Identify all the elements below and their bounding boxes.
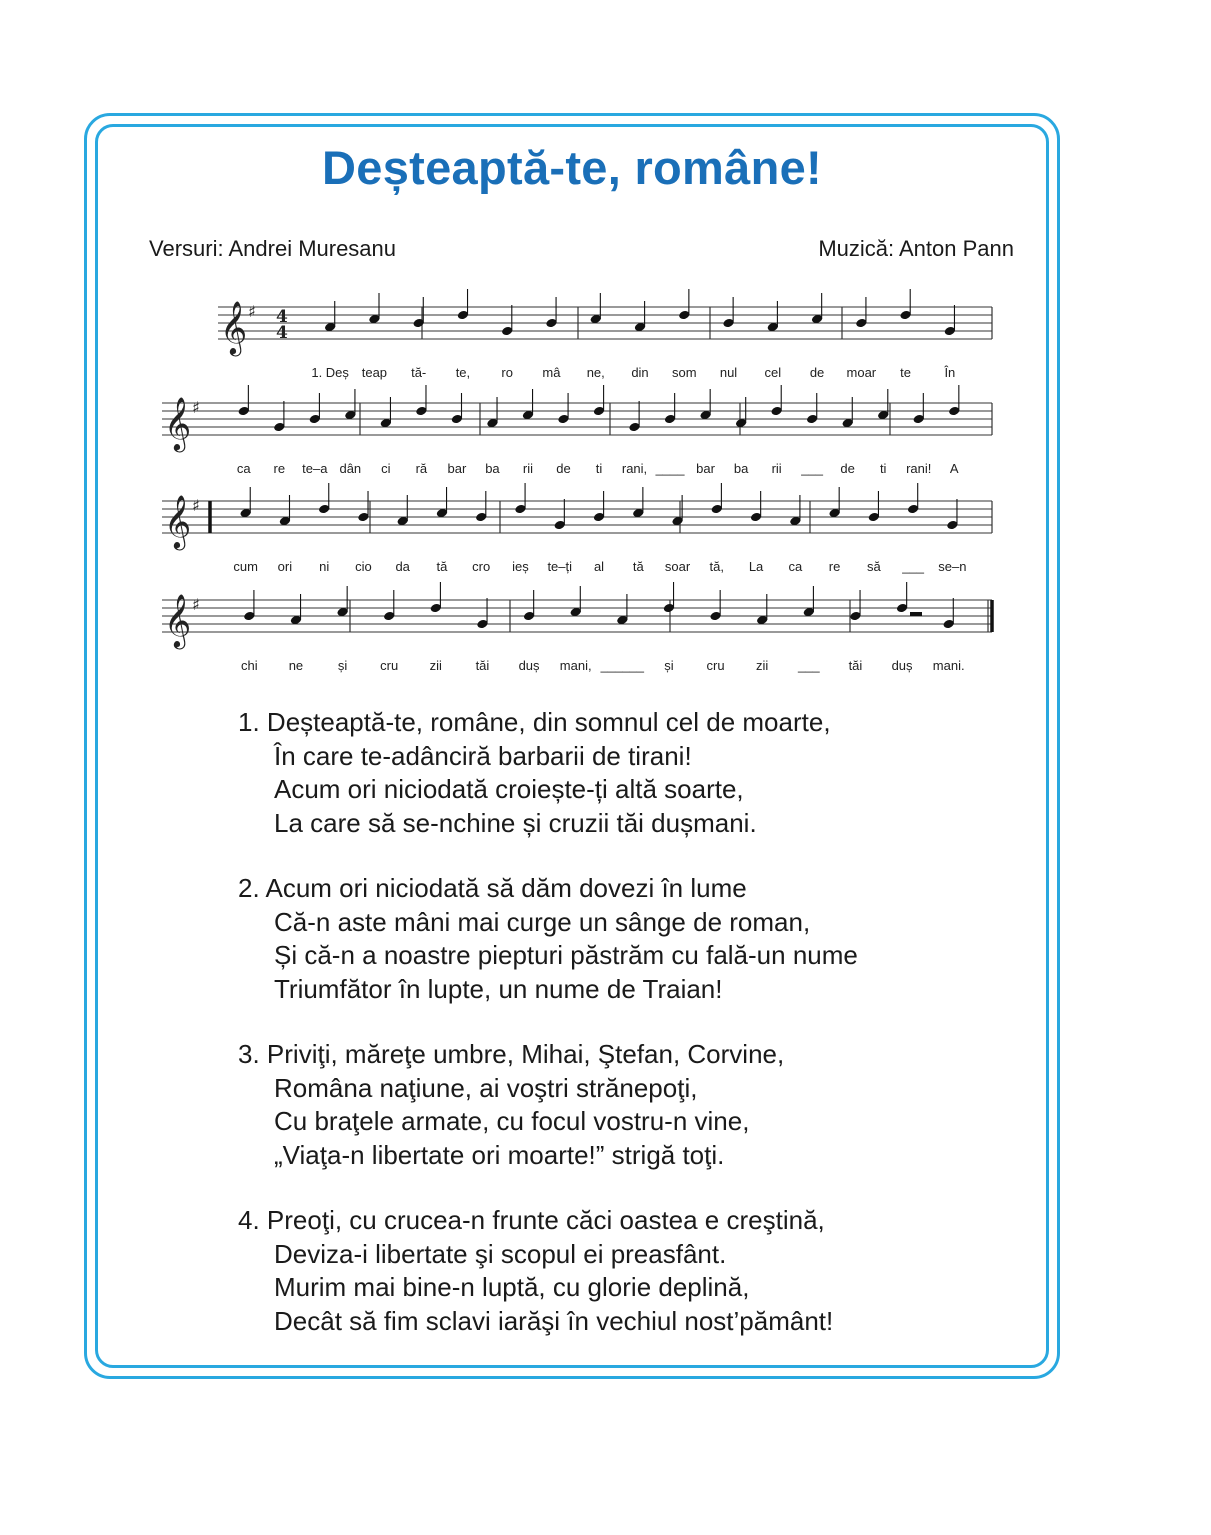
syllable: ba xyxy=(485,461,500,476)
syllable: tă xyxy=(632,559,644,574)
syllable: te–ți xyxy=(547,559,573,574)
syllable: tă- xyxy=(411,365,427,380)
syllable: ba xyxy=(733,461,749,476)
lyrics-block xyxy=(238,706,858,1370)
syllable: În xyxy=(944,365,956,380)
syllable: teap xyxy=(361,365,388,380)
syllable: rii xyxy=(771,461,782,476)
whole-rest xyxy=(910,612,922,616)
stanza-number: 1. xyxy=(238,707,260,737)
syllable: rii xyxy=(522,461,534,476)
syllable: ____ xyxy=(655,461,685,476)
syllable: rani! xyxy=(906,461,932,476)
treble-clef-icon: 𝄞 xyxy=(220,300,248,354)
syllable: re xyxy=(273,461,286,476)
music-score xyxy=(150,285,1000,695)
syllable: rani, xyxy=(621,461,648,476)
syllable: ___ xyxy=(902,559,924,574)
syllable: ______ xyxy=(600,658,645,673)
syllable: ieș xyxy=(512,559,529,574)
lyric-line: Acum ori niciodată să dăm dovezi în lume xyxy=(265,873,747,903)
lyric-line: Deviza-i libertate şi scopul ei preasfânt. xyxy=(274,1238,727,1269)
syllable: mâ xyxy=(542,365,561,380)
lyric-line: Decât să fim sclavi iarăşi în vechiul nost’pământ! xyxy=(274,1305,834,1336)
lyric-line: Preoţi, cu crucea-n frunte căci oastea e creştină, xyxy=(266,1205,825,1235)
syllable: ca xyxy=(788,559,803,574)
stanza-3 xyxy=(238,1038,858,1172)
stanza-number: 3. xyxy=(238,1039,260,1069)
lyric-line: Româna naţiune, ai voştri strănepoţi, xyxy=(274,1072,698,1103)
syllable: cru xyxy=(380,658,399,673)
lyric-line: La care să se-nchine și cruzii tăi dușmani. xyxy=(274,807,757,838)
time-signature-top: 4 xyxy=(276,307,288,327)
lyric-line: Deșteaptă-te, române, din somnul cel de moarte, xyxy=(266,707,831,737)
syllable: dân xyxy=(339,461,362,476)
syllable: cru xyxy=(706,658,725,673)
syllable: chi xyxy=(241,658,258,673)
syllable: de xyxy=(556,461,571,476)
lyric-line: Că-n aste mâni mai curge un sânge de roman, xyxy=(274,906,811,937)
sharp-icon: ♯ xyxy=(192,398,200,417)
syllable: mani. xyxy=(932,658,965,673)
syllable: A xyxy=(949,461,959,476)
syllable: cel xyxy=(764,365,782,380)
song-title: Deșteaptă-te, române! xyxy=(322,141,822,194)
syllable: tă, xyxy=(709,559,725,574)
stanza-1 xyxy=(238,706,858,840)
syllable: som xyxy=(671,365,697,380)
syllable: se–n xyxy=(938,559,967,574)
syllable: re xyxy=(828,559,841,574)
lyric-line: „Viaţa-n libertate ori moarte!” strigă toţi. xyxy=(274,1139,725,1170)
syllable: ti xyxy=(595,461,603,476)
syllable: tăi xyxy=(475,658,490,673)
lyric-line: Priviţi, măreţe umbre, Mihai, Ştefan, Corvine, xyxy=(266,1039,785,1069)
treble-clef-icon: 𝄞 xyxy=(164,593,192,647)
syllable: ci xyxy=(381,461,391,476)
syllable: cum xyxy=(233,559,258,574)
stanza-number: 2. xyxy=(238,873,260,903)
syllable: nul xyxy=(719,365,738,380)
sharp-icon: ♯ xyxy=(192,496,200,515)
syllable: al xyxy=(593,559,605,574)
syllable: ni xyxy=(319,559,330,574)
stanza-2 xyxy=(238,872,858,1006)
syllable: duș xyxy=(891,658,913,673)
lyric-line: Triumfător în lupte, un nume de Traian! xyxy=(274,973,723,1004)
sharp-icon: ♯ xyxy=(192,595,200,614)
lyric-line: Și că-n a noastre piepturi păstrăm cu fală-un nume xyxy=(274,940,858,970)
lyric-line: Cu braţele armate, cu focul vostru-n vine, xyxy=(274,1106,750,1136)
syllable: cro xyxy=(472,559,491,574)
syllable: La xyxy=(748,559,764,574)
music-credit: Muzică: Anton Pann xyxy=(818,236,1014,261)
syllable: ti xyxy=(879,461,887,476)
syllable: moar xyxy=(846,365,877,380)
syllable: bar xyxy=(696,461,715,476)
lyrics-credit: Versuri: Andrei Muresanu xyxy=(149,236,397,261)
syllable: duș xyxy=(518,658,540,673)
syllable: cio xyxy=(355,559,372,574)
lyric-line: Murim mai bine-n luptă, cu glorie deplină, xyxy=(274,1272,750,1302)
syllable: te, xyxy=(455,365,471,380)
syllable: te xyxy=(900,365,912,380)
syllable: de xyxy=(840,461,855,476)
syllable: da xyxy=(395,559,410,574)
syllable: ___ xyxy=(797,658,820,673)
staff-systems xyxy=(162,289,992,673)
treble-clef-icon: 𝄞 xyxy=(164,396,192,450)
stanza-4 xyxy=(238,1204,858,1338)
treble-clef-icon: 𝄞 xyxy=(164,494,192,548)
stanza-number: 4. xyxy=(238,1205,260,1235)
syllable: ori xyxy=(277,559,293,574)
lyric-line: Acum ori niciodată croiește-ți altă soarte, xyxy=(274,774,744,804)
syllable: ro xyxy=(501,365,513,380)
syllable: te–a xyxy=(302,461,328,476)
syllable: și xyxy=(337,658,348,673)
syllable: bar xyxy=(447,461,467,476)
syllable: să xyxy=(866,559,881,574)
syllable: zii xyxy=(756,658,769,673)
syllable: mani, xyxy=(559,658,592,673)
syllable: soar xyxy=(664,559,691,574)
sharp-icon: ♯ xyxy=(248,302,256,321)
syllable: ca xyxy=(236,461,251,476)
syllable: ră xyxy=(415,461,428,476)
syllable: 1. Deș xyxy=(311,365,349,380)
syllable: zii xyxy=(429,658,442,673)
syllable: de xyxy=(809,365,825,380)
syllable: și xyxy=(664,658,674,673)
time-signature-bottom: 4 xyxy=(276,323,288,343)
syllable: ne xyxy=(288,658,304,673)
syllable: ne, xyxy=(586,365,605,380)
syllable: tă xyxy=(436,559,448,574)
syllable: din xyxy=(631,365,649,380)
lyric-line: În care te-adânciră barbarii de tirani! xyxy=(274,740,692,771)
syllable: ___ xyxy=(801,461,823,476)
syllable: tăi xyxy=(848,658,863,673)
